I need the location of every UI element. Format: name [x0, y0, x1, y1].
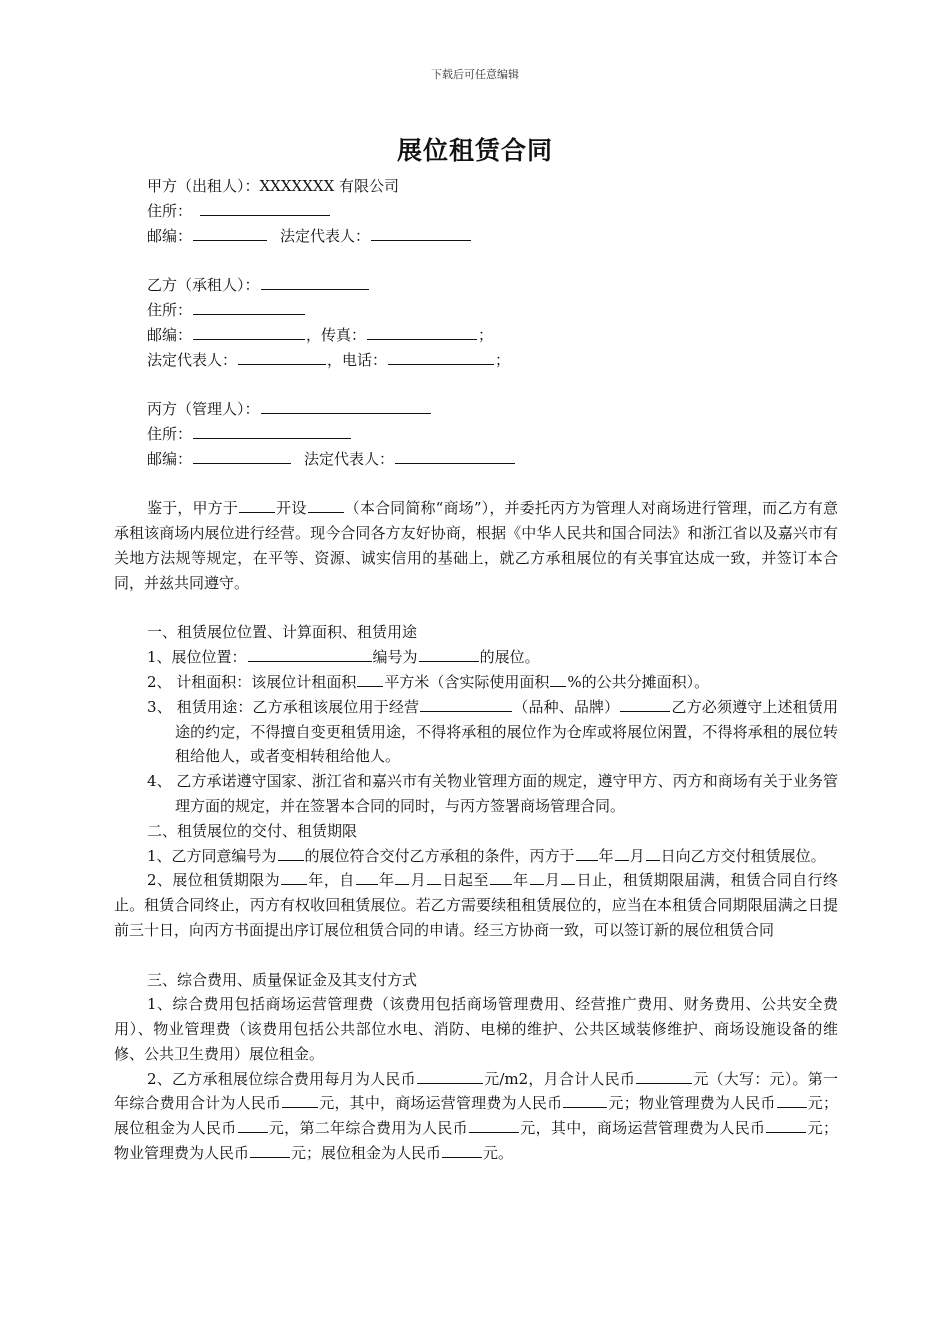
- text-run: 平方米（含实际使用面积: [384, 672, 550, 691]
- blank-field: [308, 497, 344, 513]
- party-c-postcode-row: [114, 447, 838, 472]
- blank-field: [238, 1117, 268, 1133]
- text-run: 日起至: [442, 871, 489, 890]
- party-b-label: 乙方（承租人）：: [147, 276, 260, 295]
- blank-field: [576, 845, 598, 861]
- text-run: 鉴于，甲方于: [147, 499, 238, 518]
- text-run: 元。: [483, 1144, 514, 1163]
- text-run: 乙方必须遵守上述租赁用途的约定，不得擅自变更租赁用途，不得将承租的展位作为仓库或将展位闲置，不得将承租的展位转租给他人，或者变相转租给他人。: [175, 697, 838, 766]
- text-run: 元；物业管理费为人民币: [114, 1119, 838, 1163]
- text-run: 月: [410, 871, 427, 890]
- blank-field: [356, 869, 378, 885]
- party-b-rep-row: [114, 348, 838, 373]
- preamble-paragraph: [114, 496, 838, 595]
- address-label: 住所：: [147, 300, 193, 319]
- section-1-item-3: [114, 695, 838, 769]
- blank-field: [239, 497, 275, 513]
- text-run: %的公共分摊面积）。: [567, 672, 710, 691]
- text-run: 年: [512, 871, 529, 890]
- text-run: 元）。第一年综合费用合计为人民币: [114, 1069, 838, 1113]
- text-run: 元，第二年综合费用为人民币: [268, 1119, 468, 1138]
- blank-field: [777, 1092, 807, 1108]
- text-run: 3、 租赁用途：乙方承租该展位用于经营: [147, 697, 420, 716]
- party-b-postcode-row: [114, 323, 838, 348]
- text-run: 编号为: [372, 648, 418, 667]
- text-run: 2、 计租面积：该展位计租面积: [147, 672, 357, 691]
- text-run: 的展位。: [479, 648, 540, 667]
- postcode-label: 邮编：: [147, 226, 193, 245]
- section-2-paragraph-2: [114, 868, 838, 942]
- header-note: 下载后可任意编辑: [431, 68, 519, 81]
- text-run: 日止，租赁期限届满，租赁合同自行终止。租赁合同终止，丙方有权收回租赁展位。若乙方需要续租租赁展位的，应当在本租赁合同期限届满之日提前三十日，向丙方书面提出序订展位租赁合同的申请。经三方协商一致，可以签订新的展位租赁合同: [114, 871, 838, 939]
- blank-field: [278, 845, 304, 861]
- blank-field: [261, 274, 369, 290]
- blank-field: [238, 349, 326, 365]
- blank-field: [469, 1117, 519, 1133]
- section-3-heading: 三、综合费用、质量保证金及其支付方式: [147, 970, 418, 989]
- section-1-item-2: [114, 670, 838, 695]
- blank-field: [620, 696, 670, 712]
- blank-field: [193, 423, 351, 439]
- party-c-address: [114, 422, 838, 447]
- punctuation: ；: [495, 350, 511, 369]
- blank-field: [367, 324, 477, 340]
- party-b-address: [114, 298, 838, 323]
- blank-field: [442, 1142, 482, 1158]
- party-a-name: [114, 174, 838, 199]
- party-c-label: 丙方（管理人）：: [147, 400, 260, 419]
- blank-field: [563, 1092, 607, 1108]
- blank-field: [371, 225, 471, 241]
- fax-label: ，传真：: [306, 325, 367, 344]
- text-run: 月: [544, 871, 561, 890]
- blank-field: [636, 1068, 692, 1084]
- party-a-label: 甲方（出租人）：XXXXXXX 有限公司: [147, 177, 400, 195]
- address-label: 住所：: [147, 201, 193, 220]
- blank-field: [281, 869, 307, 885]
- blank-field: [550, 671, 566, 687]
- postcode-label: 邮编：: [147, 449, 193, 468]
- blank-field: [530, 869, 544, 885]
- section-2-heading: 二、租赁展位的交付、租赁期限: [147, 821, 358, 840]
- party-b-name: [114, 273, 838, 298]
- text-run: 元，其中，商场运营管理费为人民币: [319, 1094, 563, 1113]
- blank-field: [193, 448, 291, 464]
- section-1-item-4: 4、 乙方承诺遵守国家、浙江省和嘉兴市有关物业管理方面的规定，遵守甲方、丙方和商场有关于业务管理方面的规定，并在签署本合同的同时，与丙方签署商场管理合同。: [147, 772, 838, 815]
- party-a-postcode-row: [114, 224, 838, 249]
- blank-field: [420, 696, 512, 712]
- text-run: （品种、品牌）: [513, 697, 620, 716]
- text-run: 元（大写：: [693, 1069, 770, 1088]
- text-run: （本合同简称“商场”），并委托丙方为管理人对商场进行管理，而乙方有意承租该商场内展位进行经营。现今合同各方友好协商，根据《中华人民共和国合同法》和浙江省以及嘉兴市有关地方法规等规定，在平等、资源、诚实信用的基础上，就乙方承租展位的有关事宜达成一致，并签订本合同，并兹共同遵守。: [114, 499, 838, 592]
- text-run: 2、乙方承租展位综合费用每月为人民币: [147, 1069, 416, 1088]
- text-run: 的展位符合交付乙方承租的条件，丙方于: [304, 846, 575, 865]
- contract-body: [114, 174, 838, 1166]
- legal-rep-label: 法定代表人：: [304, 449, 395, 468]
- text-run: 元；展位租金为人民币: [291, 1144, 442, 1163]
- text-run: 月: [629, 846, 645, 865]
- blank-field: [561, 869, 575, 885]
- blank-field: [200, 200, 330, 216]
- text-run: 年: [378, 871, 395, 890]
- text-run: 2、展位租赁期限为: [147, 871, 281, 890]
- text-run: 开设: [276, 499, 307, 518]
- section-2-paragraph-1: [114, 844, 838, 869]
- text-run: 1、展位位置：: [147, 648, 247, 667]
- blank-field: [646, 845, 660, 861]
- blank-field: [766, 1117, 806, 1133]
- blank-field: [250, 1142, 290, 1158]
- blank-field: [427, 869, 441, 885]
- punctuation: ；: [478, 325, 494, 344]
- blank-field: [395, 869, 409, 885]
- blank-field: [357, 671, 383, 687]
- address-label: 住所：: [147, 424, 193, 443]
- text-run: 日向乙方交付租赁展位。: [660, 846, 826, 865]
- blank-field: [193, 225, 267, 241]
- document-title: 展位租赁合同: [396, 136, 553, 165]
- text-run: 元；物业管理费为人民币: [608, 1094, 776, 1113]
- blank-field: [388, 349, 494, 365]
- text-run: 元，其中，商场运营管理费为人民币: [519, 1119, 766, 1138]
- blank-field: [248, 646, 372, 662]
- section-3-paragraph-2: [114, 1067, 838, 1166]
- blank-field: [282, 1092, 318, 1108]
- postcode-label: 邮编：: [147, 325, 193, 344]
- blank-field: [395, 448, 515, 464]
- party-a-address: [114, 199, 838, 224]
- legal-rep-label: 法定代表人：: [280, 226, 371, 245]
- blank-field: [193, 324, 305, 340]
- text-run: 年: [598, 846, 614, 865]
- text-run: 元；展位租金为人民币: [114, 1094, 838, 1138]
- party-c-name: [114, 397, 838, 422]
- blank-field: [615, 845, 629, 861]
- blank-field: [417, 1068, 483, 1084]
- blank-field: [419, 646, 479, 662]
- section-3-paragraph-1: 1、综合费用包括商场运营管理费（该费用包括商场管理费用、经营推广费用、财务费用、公共安全费用）、物业管理费（该费用包括公共部位水电、消防、电梯的维护、公共区域装修维护、商场设施设备的维修、公共卫生费用）展位租金。: [114, 995, 838, 1063]
- blank-field: [261, 398, 431, 414]
- phone-label: ，电话：: [327, 350, 388, 369]
- text-run: 元/m2，月合计人民币: [483, 1069, 636, 1088]
- blank-field: [193, 299, 305, 315]
- section-1-item-1: [114, 645, 838, 670]
- legal-rep-label: 法定代表人：: [147, 350, 238, 369]
- blank-field: [490, 869, 512, 885]
- section-1-heading: 一、租赁展位位置、计算面积、租赁用途: [147, 623, 418, 642]
- text-run: 年，自: [308, 871, 355, 890]
- text-run: 1、乙方同意编号为: [147, 846, 277, 865]
